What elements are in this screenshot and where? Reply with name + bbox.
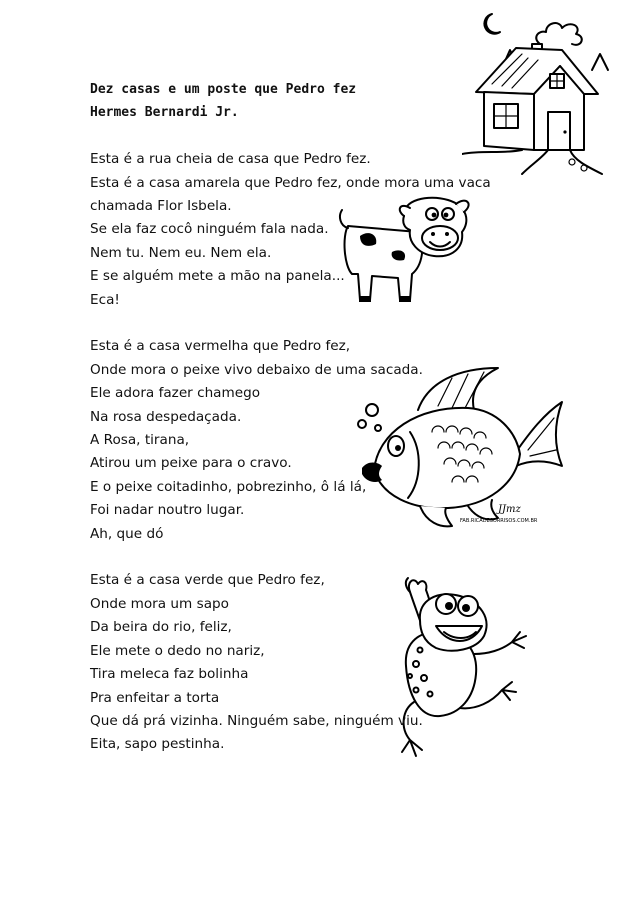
stanza2-line: Atirou um peixe para o cravo.	[90, 455, 292, 472]
stanza1-line: Eca!	[90, 291, 120, 308]
stanza2-line: Esta é a casa vermelha que Pedro fez,	[90, 338, 351, 355]
stanza2-line: Onde mora o peixe vivo debaixo de uma sacada.	[90, 361, 423, 378]
stanza2-line: E o peixe coitadinho, pobrezinho, ô lá lá,	[90, 478, 367, 495]
stanza3-line: Onde mora um sapo	[90, 595, 229, 612]
stanza3-line: Da beira do rio, feliz,	[90, 619, 232, 636]
stanza3-line: Eita, sapo pestinha.	[90, 736, 225, 753]
stanza-gap	[90, 312, 560, 335]
stanza1-line: Esta é a casa amarela que Pedro fez, onde mora uma vaca	[90, 174, 491, 191]
stanza2-line: Foi nadar noutro lugar.	[90, 502, 245, 519]
stanza1-line: Se ela faz cocô ninguém fala nada.	[90, 221, 329, 238]
svg-text:FAB.RICADESORRISOS.COM.BR: FAB.RICADESORRISOS.COM.BR	[460, 518, 538, 524]
stanza-gap	[90, 546, 560, 569]
stanza2-line: Ah, que dó	[90, 525, 164, 542]
stanza3-line: Que dá prá vizinha. Ninguém sabe, ninguém viu.	[90, 712, 423, 729]
stanza2-line: A Rosa, tirana,	[90, 432, 190, 449]
poem-author: Hermes Bernardi Jr.	[90, 105, 239, 121]
stanza1-line: Esta é a rua cheia de casa que Pedro fez.	[90, 151, 371, 168]
stanza2-line: Na rosa despedaçada.	[90, 408, 242, 425]
stanza2-line: Ele adora fazer chamego	[90, 385, 261, 402]
poem-text	[90, 78, 560, 757]
stanza3-line: Pra enfeitar a torta	[90, 689, 220, 706]
stanza-gap	[90, 125, 560, 148]
stanza1-line: chamada Flor Isbela.	[90, 198, 232, 215]
stanza3-line: Esta é a casa verde que Pedro fez,	[90, 572, 325, 589]
stanza1-line: E se alguém mete a mão na panela...	[90, 268, 345, 285]
poem-title: Dez casas e um poste que Pedro fez	[90, 82, 357, 97]
svg-text:JJmz: JJmz	[498, 504, 521, 515]
stanza3-line: Tira meleca faz bolinha	[90, 666, 249, 683]
stanza3-line: Ele mete o dedo no nariz,	[90, 642, 265, 659]
stanza1-line: Nem tu. Nem eu. Nem ela.	[90, 244, 272, 261]
